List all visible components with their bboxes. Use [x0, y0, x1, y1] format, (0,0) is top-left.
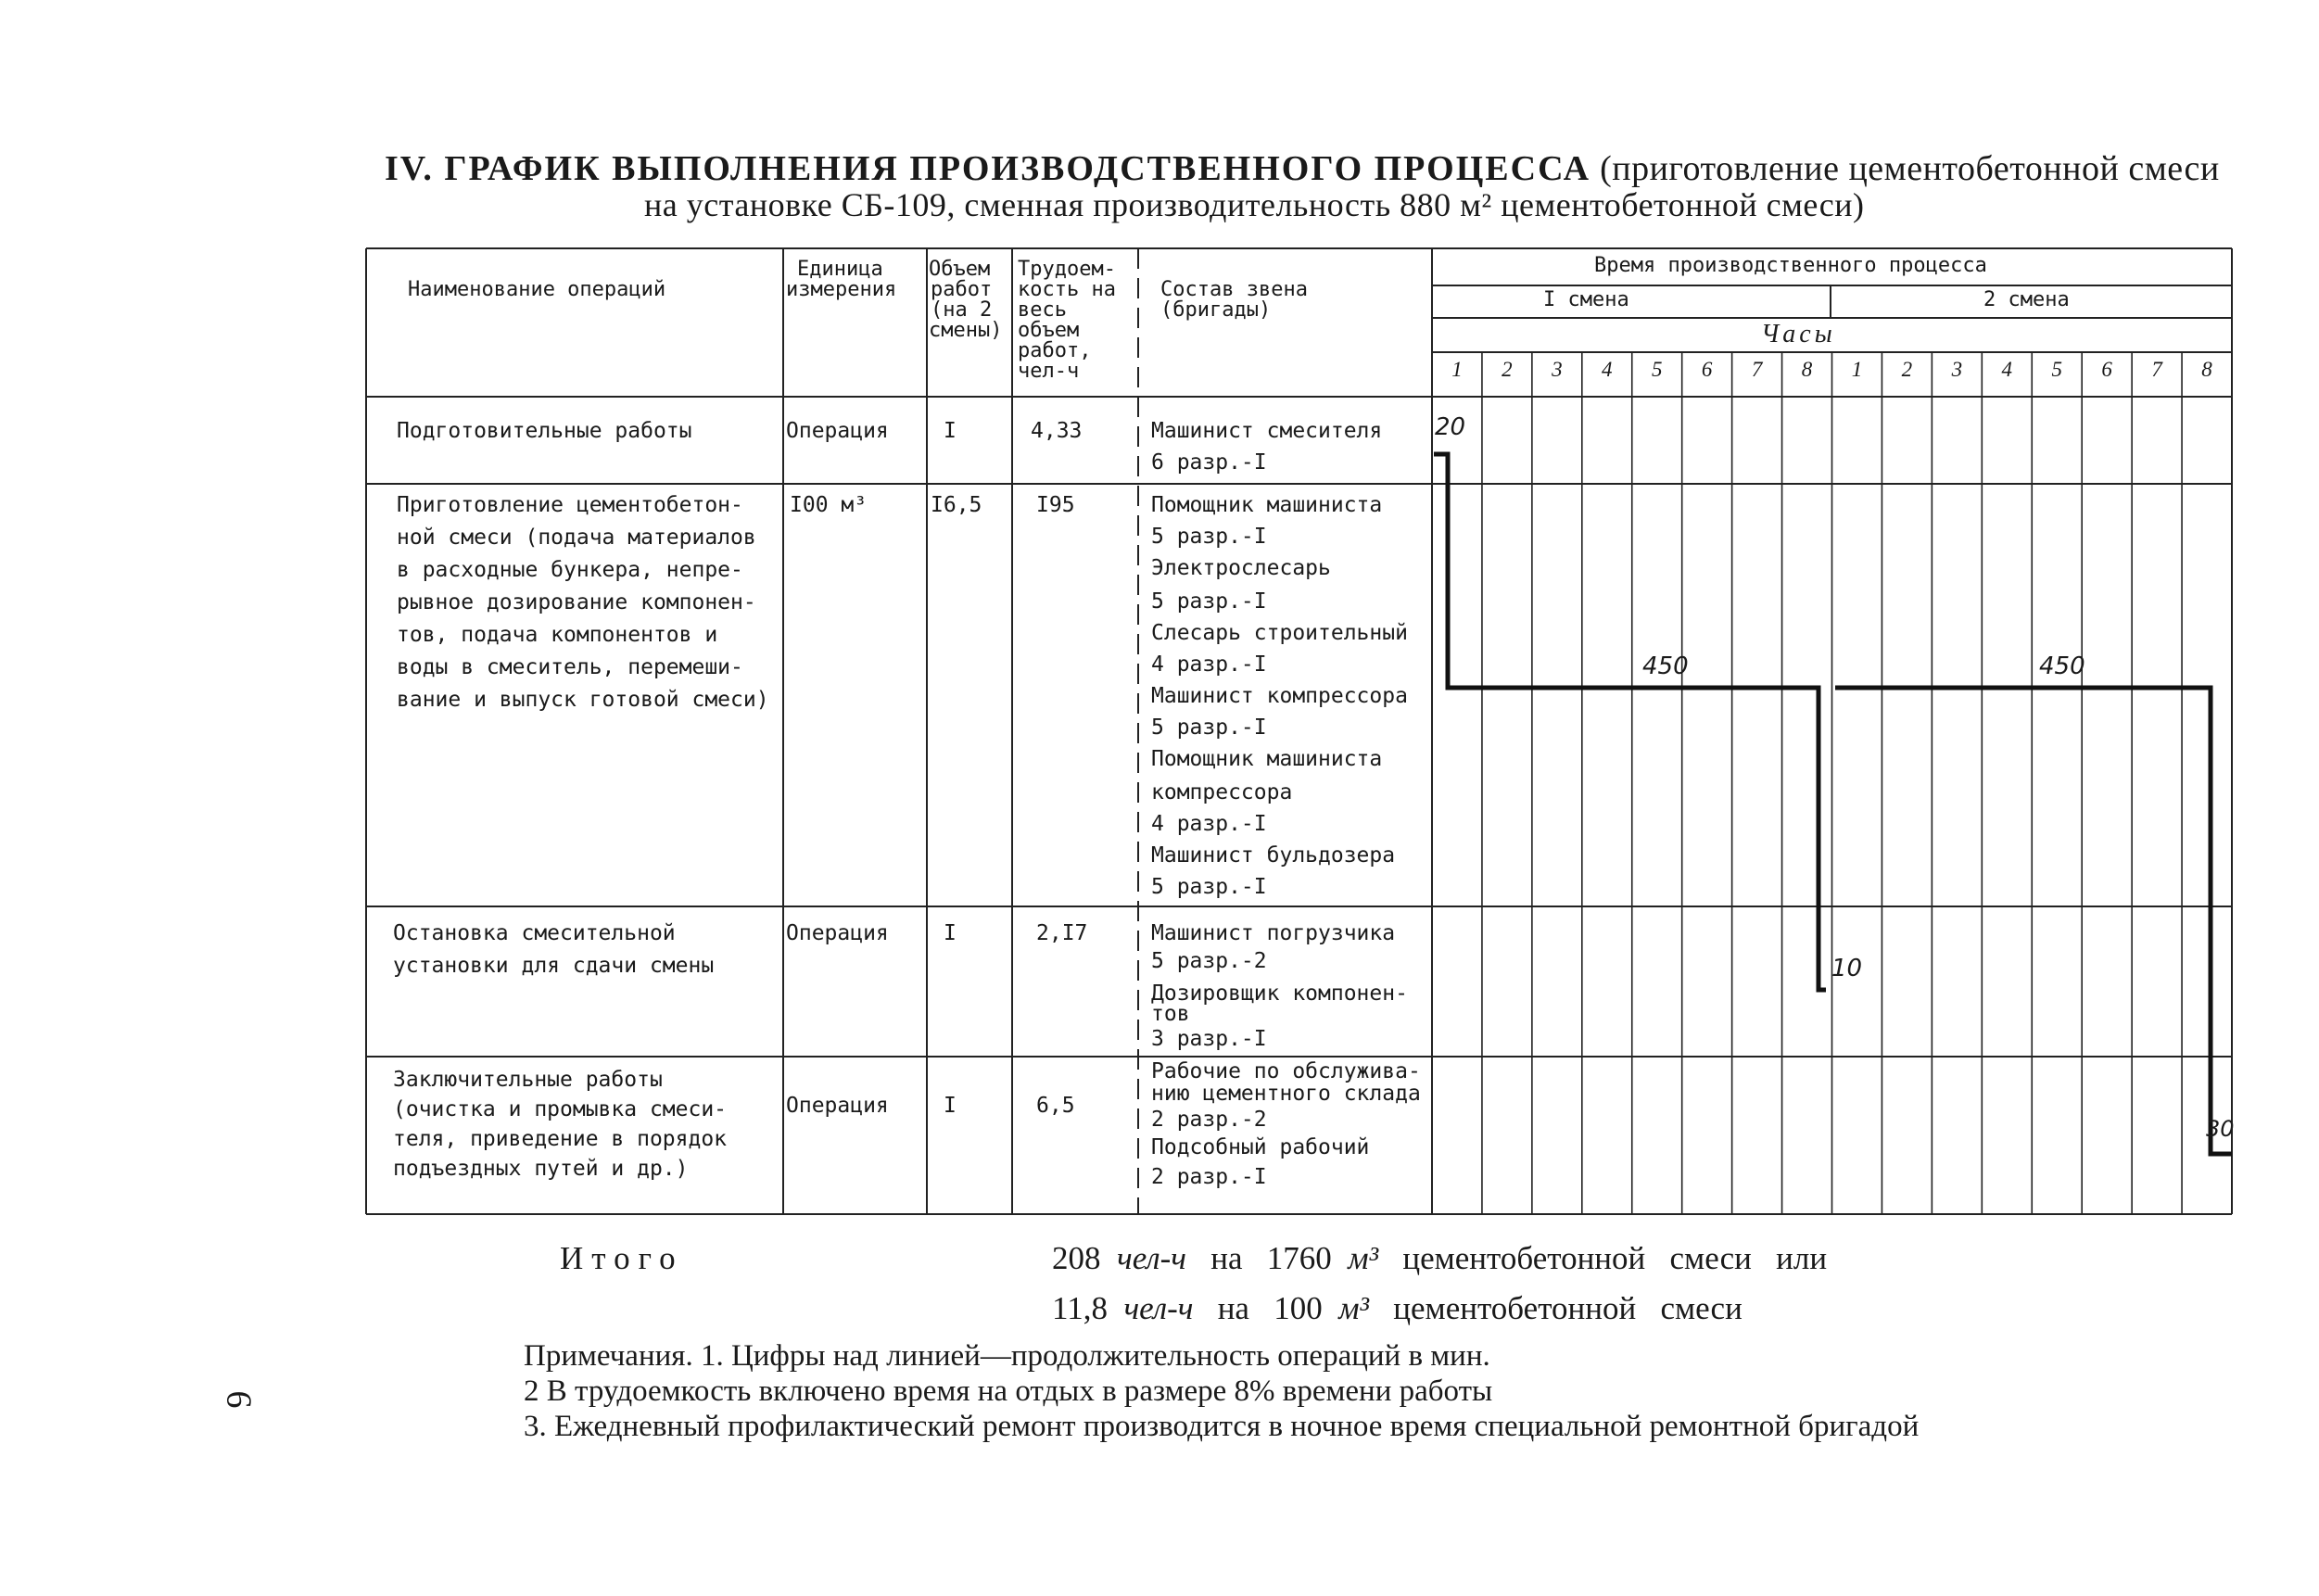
crew-17: 5 разр.-2	[1151, 949, 1267, 973]
crew-12: компрессора	[1151, 780, 1293, 804]
header-volume-3: (на 2	[931, 298, 993, 322]
crew-4: 5 разр.-I	[1151, 525, 1267, 549]
crew-16: Машинист погрузчика	[1151, 921, 1396, 945]
note-1: Примечания. 1. Цифры над линией—продолжительность операций в мин.	[524, 1339, 1490, 1373]
hour-number: 6	[2101, 358, 2112, 381]
row3-operation-2: установки для сдачи смены	[393, 954, 715, 978]
crew-10: 5 разр.-I	[1151, 716, 1267, 740]
header-volume-4: смены)	[929, 319, 1003, 342]
hour-number: 5	[2051, 358, 2062, 381]
row3-volume: I	[944, 921, 957, 945]
header-crew-1: Состав звена	[1160, 278, 1308, 301]
crew-14: Машинист бульдозера	[1151, 843, 1396, 868]
hour-number: 4	[1602, 358, 1613, 381]
crew-15: 5 разр.-I	[1151, 875, 1267, 899]
hour-number: 4	[2001, 358, 2013, 381]
crew-8: 4 разр.-I	[1151, 652, 1267, 677]
hour-number: 5	[1651, 358, 1663, 381]
header-unit-2: измерения	[786, 278, 897, 301]
row2-operation-5: тов, подача компонентов и	[397, 623, 718, 647]
header-time: Время производственного процесса	[1594, 254, 1987, 277]
hour-number: 2	[1502, 358, 1513, 381]
title-rest: (приготовление цементобетонной смеси	[1600, 149, 2220, 188]
row4-operation-3: теля, приведение в порядок	[393, 1127, 728, 1151]
header-crew-2: (бригады)	[1160, 298, 1272, 322]
header-labor-1: Трудоем-	[1018, 258, 1116, 281]
hour-number: 3	[1951, 358, 1963, 381]
header-labor-4: объем	[1018, 319, 1080, 342]
header-volume-1: Объем	[929, 258, 991, 281]
header-shift-2: 2 смена	[1983, 288, 2070, 311]
row2-volume: I6,5	[931, 493, 982, 517]
gantt-value-prep: 20	[1435, 413, 1466, 441]
hour-number: 3	[1552, 358, 1563, 381]
header-volume-2: работ	[931, 278, 993, 301]
crew-5: Электрослесарь	[1151, 556, 1331, 580]
title-bold: IV. ГРАФИК ВЫПОЛНЕНИЯ ПРОИЗВОДСТВЕННОГО ПРОЦЕССА	[385, 149, 1591, 188]
row4-volume: I	[944, 1094, 957, 1118]
row1-unit: Операция	[786, 419, 889, 443]
row1-operation: Подготовительные работы	[397, 419, 692, 443]
row3-operation-1: Остановка смесительной	[393, 921, 676, 945]
header-unit-1: Единица	[797, 258, 883, 281]
crew-24: Подсобный рабочий	[1151, 1135, 1370, 1159]
header-labor-3: весь	[1018, 298, 1067, 322]
header-labor-2: кость на	[1018, 278, 1116, 301]
header-labor-5: работ,	[1018, 339, 1092, 362]
crew-1: Машинист смесителя	[1151, 419, 1383, 443]
row3-unit: Операция	[786, 921, 889, 945]
row4-unit: Операция	[786, 1094, 889, 1118]
header-operation: Наименование операций	[408, 278, 666, 301]
note-3: 3. Ежедневный профилактический ремонт производится в ночное время специальной ремонтной бригадой	[524, 1410, 1920, 1443]
gantt-value-mix-shift2: 450	[2039, 652, 2085, 680]
hour-number: 8	[1801, 358, 1813, 381]
gantt-value-mix-shift1: 450	[1642, 652, 1689, 680]
crew-20: 3 разр.-I	[1151, 1027, 1267, 1051]
row2-labor: I95	[1036, 493, 1075, 517]
row4-labor: 6,5	[1036, 1094, 1075, 1118]
row1-volume: I	[944, 419, 957, 443]
row2-operation-1: Приготовление цементобетон-	[397, 493, 743, 517]
hour-number: 7	[1751, 358, 1763, 381]
crew-13: 4 разр.-I	[1151, 812, 1267, 836]
gantt-value-final: 30	[2206, 1116, 2235, 1142]
header-shift-1: I смена	[1543, 288, 1629, 311]
row2-operation-7: вание и выпуск готовой смеси)	[397, 688, 769, 712]
row3-labor: 2,I7	[1036, 921, 1088, 945]
row2-operation-4: рывное дозирование компонен-	[397, 590, 756, 614]
crew-22: нию цементного склада	[1151, 1082, 1421, 1106]
header-hours: Часы	[1761, 320, 1836, 348]
note-2: 2 В трудоемкость включено время на отдых в размере 8% времени работы	[524, 1374, 1493, 1408]
row2-unit: I00 м³	[790, 493, 868, 517]
header-labor-6: чел-ч	[1018, 360, 1080, 383]
crew-19: тов	[1151, 1002, 1190, 1026]
hour-number: 1	[1851, 358, 1863, 381]
row4-operation-1: Заключительные работы	[393, 1068, 663, 1092]
page-number: 6	[219, 1390, 259, 1409]
row4-operation-4: подъездных путей и др.)	[393, 1157, 689, 1181]
row4-operation-2: (очистка и промывка смеси-	[393, 1097, 728, 1121]
totals-line-2: 11,8 чел-ч на 100 м³ цементобетонной смеси	[1052, 1290, 1742, 1326]
row2-operation-6: воды в смеситель, перемеши-	[397, 655, 743, 679]
row2-operation-2: ной смеси (подача материалов	[397, 526, 756, 550]
hour-number: 1	[1451, 358, 1463, 381]
crew-18: Дозировщик компонен-	[1151, 982, 1408, 1006]
hour-number: 7	[2151, 358, 2162, 381]
crew-6: 5 разр.-I	[1151, 589, 1267, 614]
totals-line-1: 208 чел-ч на 1760 м³ цементобетонной смеси или	[1052, 1240, 1828, 1276]
hour-number: 8	[2201, 358, 2212, 381]
totals-label: Итого	[560, 1240, 684, 1276]
crew-3: Помощник машиниста	[1151, 493, 1383, 517]
hour-number: 6	[1701, 358, 1713, 381]
crew-23: 2 разр.-2	[1151, 1108, 1267, 1132]
row2-operation-3: в расходные бункера, непре-	[397, 558, 743, 582]
crew-9: Машинист компрессора	[1151, 684, 1408, 708]
crew-25: 2 разр.-I	[1151, 1165, 1267, 1189]
gantt-value-stop: 10	[1831, 955, 1863, 982]
crew-21: Рабочие по обслужива-	[1151, 1059, 1421, 1083]
crew-7: Слесарь строительный	[1151, 621, 1408, 645]
hour-number: 2	[1901, 358, 1913, 381]
crew-2: 6 разр.-I	[1151, 450, 1267, 475]
crew-11: Помощник машиниста	[1151, 747, 1383, 771]
row1-labor: 4,33	[1031, 419, 1083, 443]
page-subtitle: на установке СБ-109, сменная производительность 880 м² цементобетонной смеси)	[644, 186, 1865, 223]
